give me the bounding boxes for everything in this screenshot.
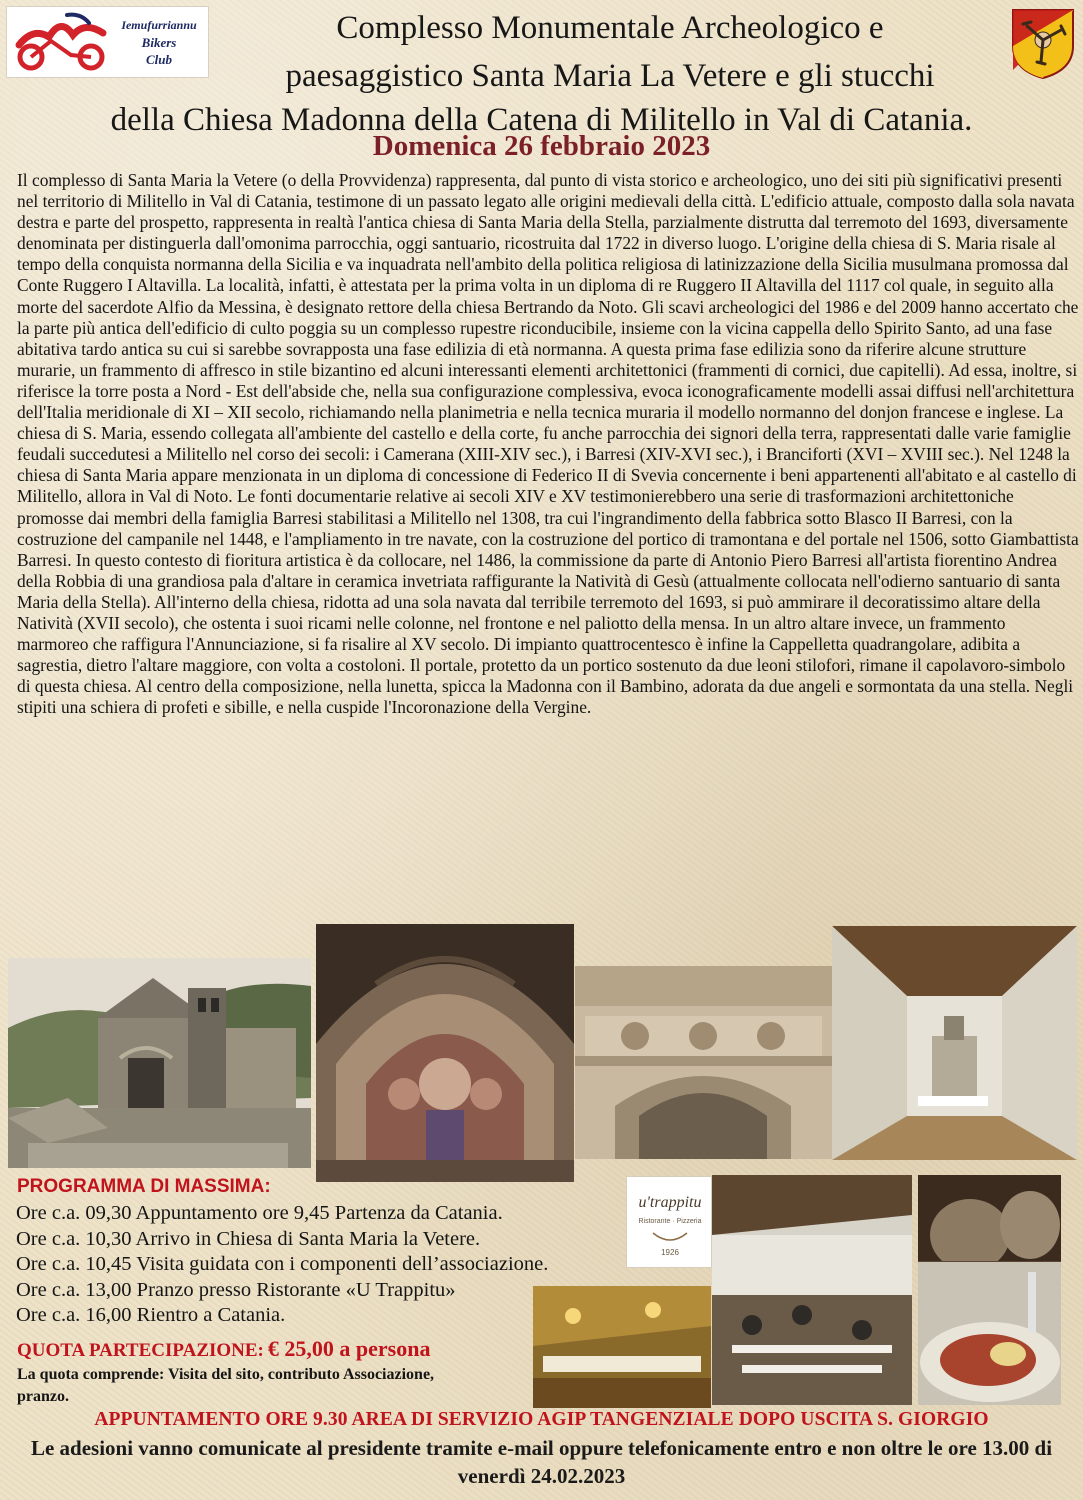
food-platter-photo xyxy=(918,1262,1061,1405)
program-item: Ore c.a. 16,00 Rientro a Catania. xyxy=(16,1304,286,1326)
bikers-club-logo-text: Iemufurriannu Bikers Club xyxy=(121,18,197,67)
price-includes: La quota comprende: Visita del sito, contributo Associazione, pranzo. xyxy=(17,1366,435,1405)
restaurant-logo xyxy=(626,1176,712,1268)
history-paragraph: Il complesso di Santa Maria la Vetere (o della Provvidenza) rappresenta, dal punto di vista storico e archeologico, uno dei siti più significativi presenti nel territorio di Militello in Val di Catania, testimone di un passato legato alle origini medievali della città. L'edificio attuale, composto dalla sola navata destra e parte del prospetto, rappresenta in realtà l'antica chiesa di Santa Maria della Stella, parzialmente distrutta dal terremoto del 1693, diversamente denominata per distinguerla dall'omonima parrocchia, oggi santuario, ricostruita dal 1722 in diverso luogo. L'origine della chiesa di S. Maria risale al tempo della conquista normanna della Sicilia e va inquadrata nell'ambito della politica religiosa di latinizzazione della Sicilia musulmana promossa dal Conte Ruggero I Altavilla. La località, infatti, è attestata per la prima volta in un diploma di re Ruggero II Altavilla del 1117 col quale, in seguito alla morte del sacerdote Alfio da Messina, è designato rettore della chiesa Bertrando da Noto. Gli scavi archeologici del 1986 e del 2009 hanno accertato che la parte più antica dell'edificio di culto poggia su un complesso rupestre riconducibile, insieme con la vicina cappella dello Spirito Santo, ad una fase abitativa tardo antica su cui si sarebbe sovrapposta una fase edilizia di età normanna. A questa prima fase edilizia sono da riferire alcune strutture murarie, un frammento di affresco in stile bizantino ed alcuni interessanti elementi architettonici (frammenti di cornici, due capitelli). Ad essa, inoltre, si riferisce la torre posta a Nord - Est dell'abside che, nella sua configurazione complessiva, evoca iconograficamente modelli assai diffusi nell'architettura dell'Italia meridionale di XI – XII secolo, richiamando nella planimetria e nella tecnica muraria il modello normanno del donjon francese e inglese. La chiesa di S. Maria, essendo collegata all'ambiente del castello e della corte, fu anche parrocchia dei signori della terra, rappresentati dalle varie famiglie feudali succedutesi a Militello nel corso dei secoli: i Camerana (XIII-XIV sec.), i Barresi (XIV-XVI sec.), i Branciforti (XVI – XVIII sec.). Nel 1248 la chiesa di Santa Maria appare menzionata in un diploma di concessione di Federico II di Svevia concernente i beni appartenenti all'abitato e al castello di Militello, allora in Val di Noto. Le fonti documentarie relative ai secoli XIV e XV testimonierebbero una serie di trasformazioni architettoniche promosse dai membri della famiglia Barresi stabilitasi a Militello nel 1308, tra cui l'ingrandimento della fabbrica sotto Blasco II Barresi, con la costruzione del campanile nel 1448, e l'ampliamento in tre navate, con la costruzione del portico di tramontana e del portale nel 1506, sotto Giambattista Barresi. In questo contesto di fioritura artistica è da collocare, nel 1486, la commissione da parte di Antonio Piero Barresi all'artista fiorentino Andrea della Robbia di una grandiosa pala d'altare in ceramica invetriata raffigurante la Natività di Gesù (attualmente collocata nell'odierno santuario di santa Maria della Stella). All'interno della chiesa, ridotta ad una sola navata dal terribile terremoto del 1693, si può ammirare il decoratissimo altare della Natività (XVII secolo), che ostenta i suoi ricami nelle colonne, nel frontone e nel paliotto della mensa. In un altro altare invece, un frammento marmoreo che raffigura l'Annunciazione, si fa risalire al XV secolo. Di impianto quattrocentesco è infine la Cappelletta quadrangolare, adibita a sagrestia, dietro l'altare maggiore, con volta a costoloni. Il portale, protetto da un portico sostenuto da due leoni stilofori, rimane il capolavoro-simbolo di questa chiesa. Al centro della composizione, nella lunetta, spicca la Madonna con il Bambino, adorata da due angeli e sormontata da una stella. Negli stipiti una schiera di profeti e sibille, e nella cuspide l'Incoronazione della Vergine. xyxy=(17,170,1079,718)
program-heading: PROGRAMMA DI MASSIMA: xyxy=(17,1176,271,1197)
program-item: Ore c.a. 10,30 Arrivo in Chiesa di Santa Maria la Vetere. xyxy=(16,1227,481,1250)
price-value: € 25,00 a persona xyxy=(267,1336,431,1361)
restaurant-logo-name: u'trappitu xyxy=(638,1194,702,1211)
title-line-3: della Chiesa Madonna della Catena di Militello in Val di Catania. xyxy=(110,102,973,138)
title-line-1: Complesso Monumentale Archeologico e xyxy=(336,10,884,46)
church-interior-photo xyxy=(832,926,1077,1160)
stucco-portal-photo xyxy=(575,966,832,1159)
lunette-relief-photo xyxy=(316,924,574,1182)
program-item: Ore c.a. 13,00 Pranzo presso Ristorante «U Trappitu» xyxy=(16,1278,456,1301)
bikers-club-logo xyxy=(6,6,209,78)
event-date: Domenica 26 febbraio 2023 xyxy=(372,130,711,162)
church-exterior-photo xyxy=(8,958,311,1168)
title-line-2: paesaggistico Santa Maria La Vetere e gli stucchi xyxy=(285,58,935,94)
program-item: Ore c.a. 10,45 Visita guidata con i componenti dell’associazione. xyxy=(16,1253,549,1275)
oil-mill-stones-photo xyxy=(918,1175,1061,1275)
page-title xyxy=(200,4,1020,100)
price-line xyxy=(17,1336,430,1362)
program-item: Ore c.a. 09,30 Appuntamento ore 9,45 Partenza da Catania. xyxy=(16,1202,503,1224)
restaurant-logo-subtitle: Ristorante · Pizzeria xyxy=(638,1218,702,1225)
restaurant-hall-photo xyxy=(712,1175,912,1405)
registration-notice: Le adesioni vanno comunicate al presidente tramite e-mail oppure telefonicamente entro e non oltre le ore 13.00 di venerdì 24.02.2023 xyxy=(30,1436,1053,1488)
motorcycle-logo-icon xyxy=(11,11,111,73)
price-label: QUOTA PARTECIPAZIONE: xyxy=(17,1340,264,1361)
dining-room-photo xyxy=(533,1286,711,1408)
sicily-crest-icon xyxy=(1011,8,1075,80)
appointment-notice: APPUNTAMENTO ORE 9.30 AREA DI SERVIZIO AGIP TANGENZIALE DOPO USCITA S. GIORGIO xyxy=(94,1409,989,1430)
restaurant-logo-year: 1926 xyxy=(661,1248,679,1257)
